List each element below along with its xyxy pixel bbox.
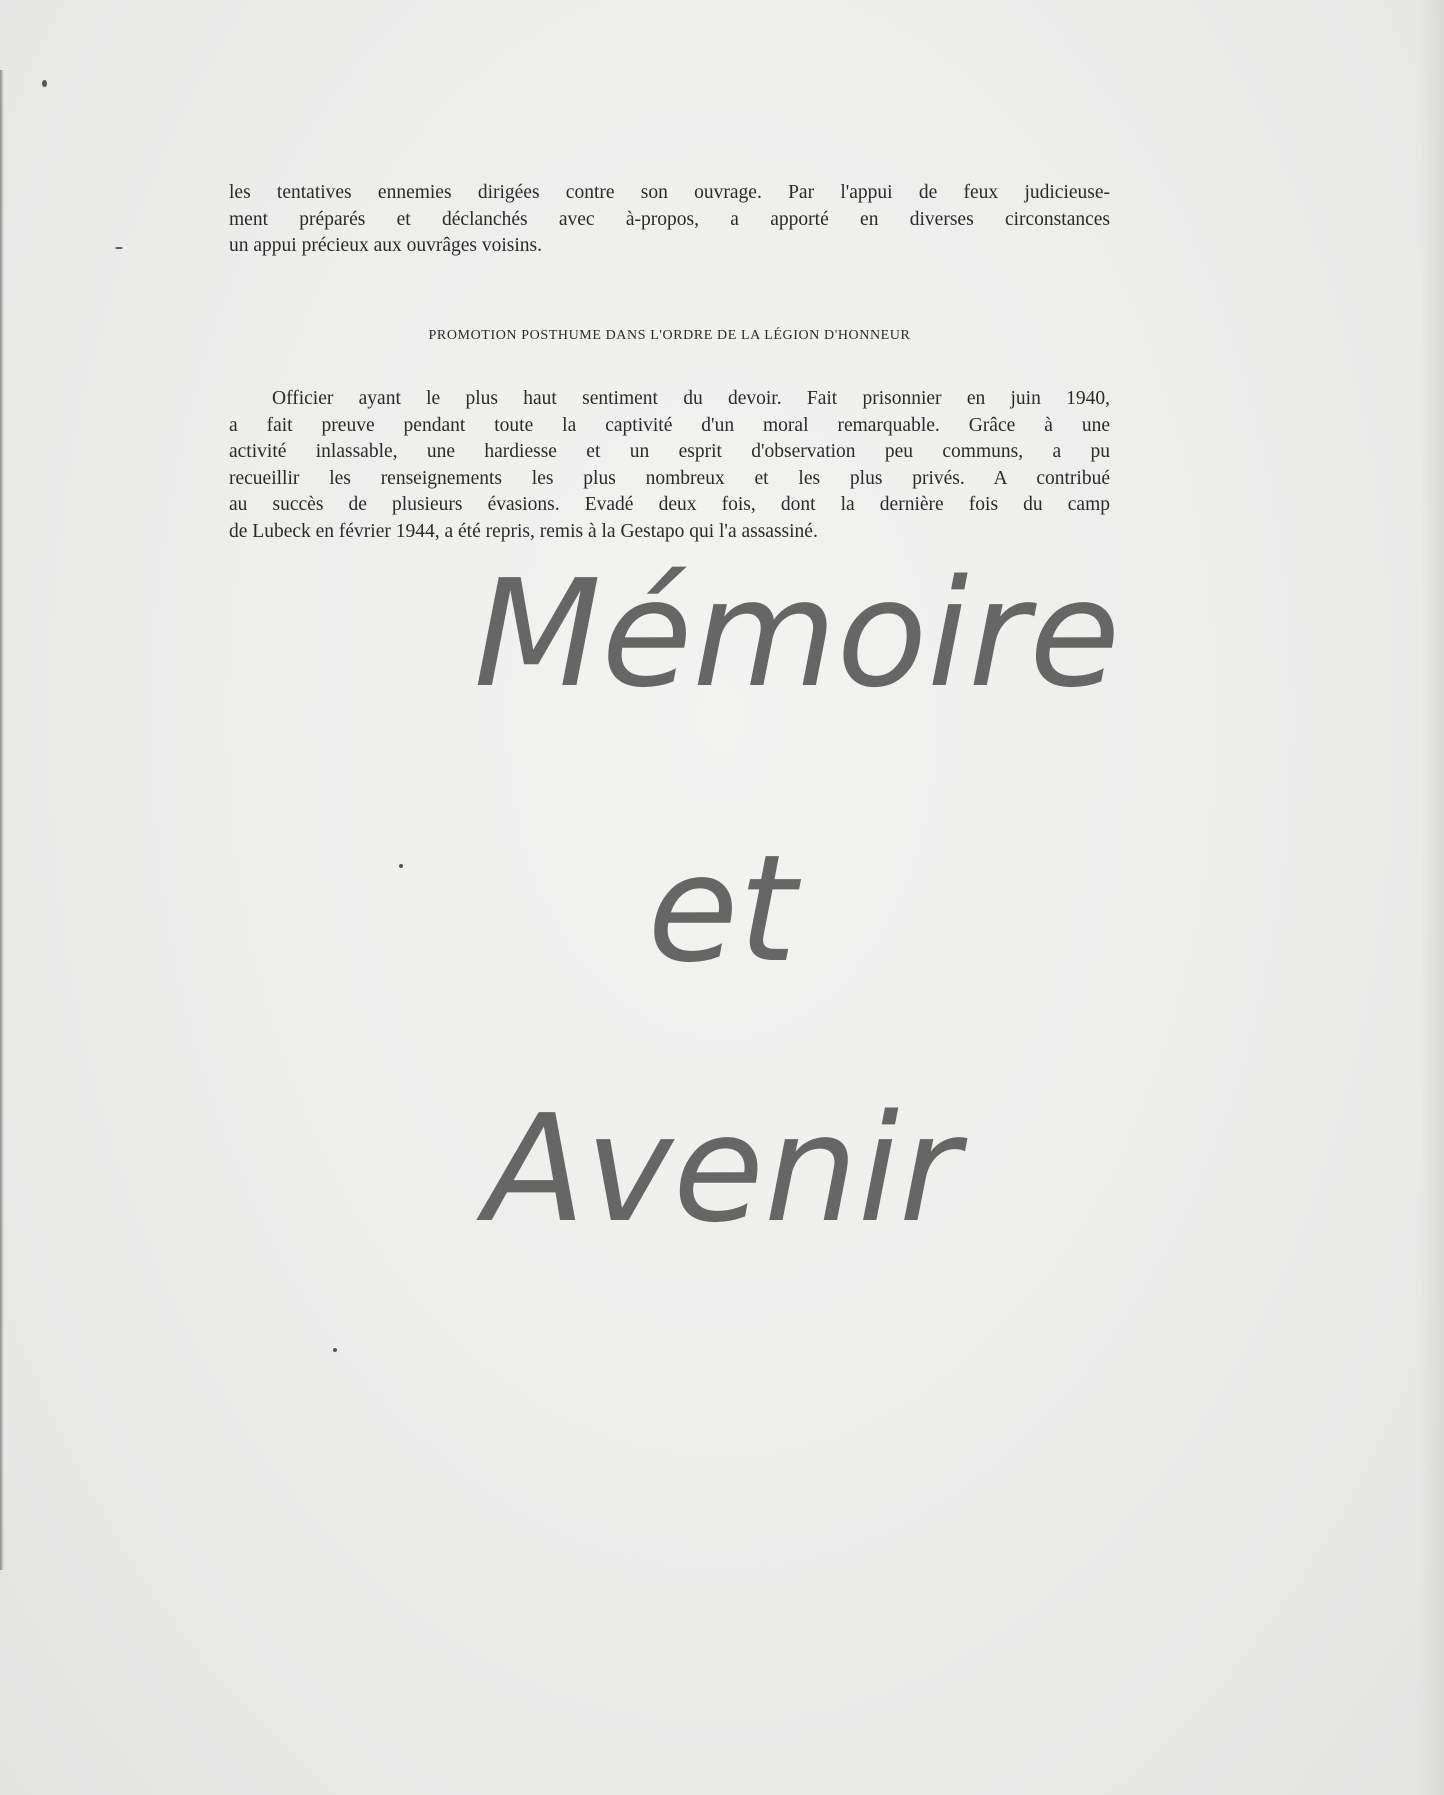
watermark-line-2: et [647,823,797,995]
scan-speck [333,1348,337,1352]
scan-speck [115,247,123,249]
citation-paragraph-2 [229,386,1110,545]
text-line: activité inlassable, une hardiesse et un esprit d'observation peu communs, a pu [229,441,1110,462]
scan-speck [399,864,403,868]
text-line: ment préparés et déclanchés avec à-propos, a apporté en diverses circonstances [229,208,1110,230]
scan-edge-left [0,70,4,1570]
text-line: les tentatives ennemies dirigées contre son ouvrage. Par l'appui de feux judicieuse- [229,182,1110,203]
section-heading: PROMOTION POSTHUME DANS L'ORDRE DE LA LÉGION D'HONNEUR [428,328,911,343]
watermark-line-3: Avenir [484,1083,960,1255]
text-line: recueillir les renseignements les plus nombreux et les plus privés. A contribué [229,467,1110,489]
text-line: Officier ayant le plus haut sentiment du devoir. Fait prisonnier en juin 1940, [272,388,1110,409]
watermark-line-1: Mémoire [473,548,1121,720]
text-line: de Lubeck en février 1944, a été repris, remis à la Gestapo qui l'a assassiné. [229,520,818,542]
citation-paragraph-1 [229,180,1110,260]
scan-speck [42,80,47,87]
text-line: au succès de plusieurs évasions. Evadé deux fois, dont la dernière fois du camp [229,494,1110,515]
text-line: a fait preuve pendant toute la captivité d'un moral remarquable. Grâce à une [229,414,1110,436]
text-line: un appui précieux aux ouvrâges voisins. [229,235,543,256]
